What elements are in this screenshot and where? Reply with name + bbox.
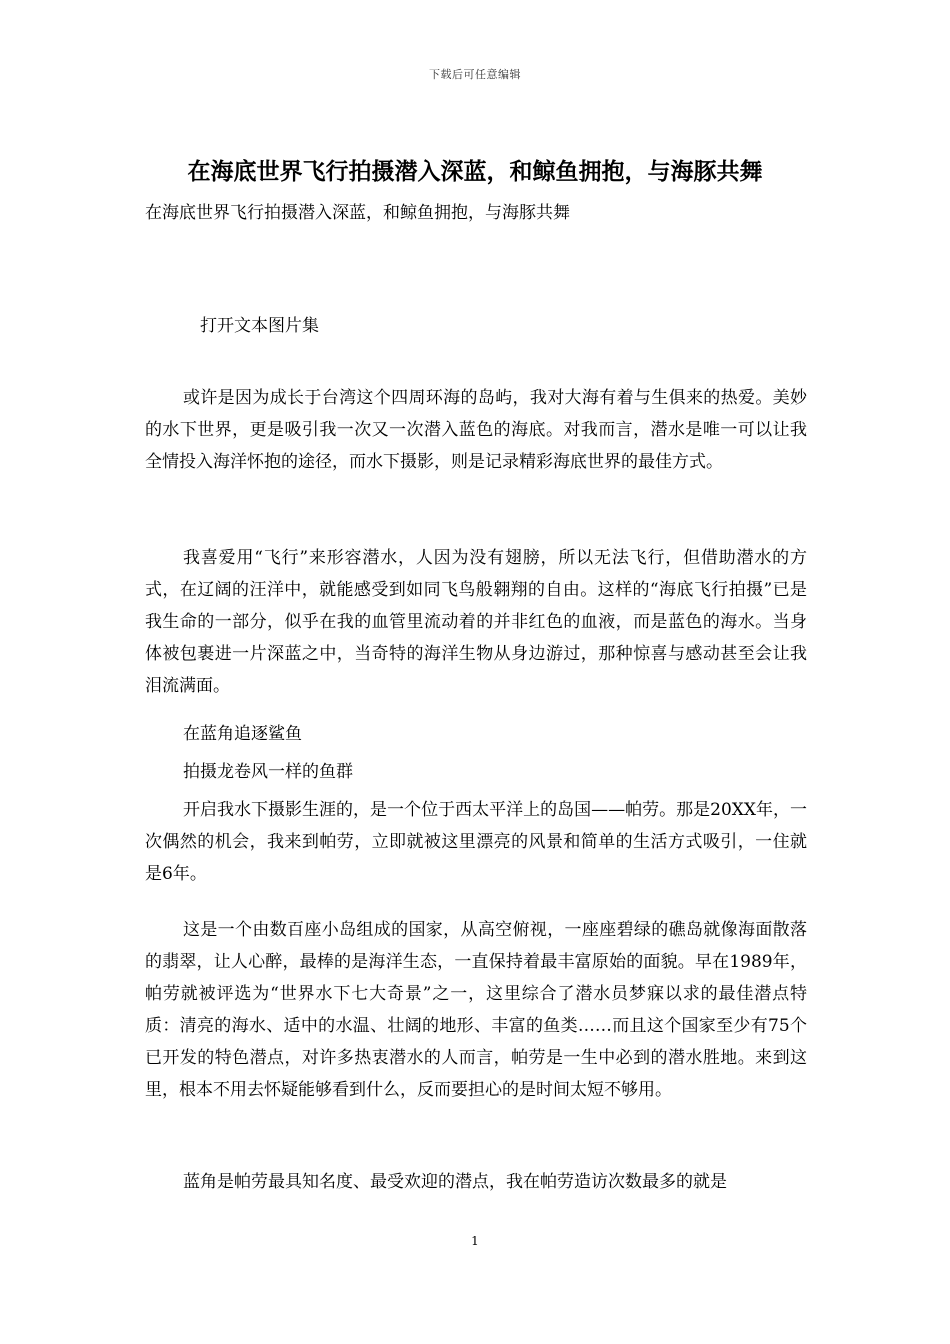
paragraph-3: 开启我水下摄影生涯的，是一个位于西太平洋上的岛国——帕劳。那是20XX年，一次偶然的机会，我来到帕劳，立即就被这里漂亮的风景和简单的生活方式吸引，一住就是6年。 bbox=[145, 800, 807, 884]
section-heading-blue-corner: 在蓝角追逐鲨鱼 bbox=[183, 724, 302, 744]
gallery-link[interactable]: 打开文本图片集 bbox=[200, 316, 319, 336]
article-subtitle: 在海底世界飞行拍摄潜入深蓝，和鲸鱼拥抱，与海豚共舞 bbox=[145, 203, 570, 223]
paragraph-1: 或许是因为成长于台湾这个四周环海的岛屿，我对大海有着与生俱来的热爱。美妙的水下世界，更是吸引我一次又一次潜入蓝色的海底。对我而言，潜水是唯一可以让我全情投入海洋怀抱的途径，而水下摄影，则是记录精彩海底世界的最佳方式。 bbox=[145, 388, 807, 472]
section-heading-fish-school: 拍摄龙卷风一样的鱼群 bbox=[183, 762, 353, 782]
paragraph-2: 我喜爱用“飞行”来形容潜水，人因为没有翅膀，所以无法飞行，但借助潜水的方式，在辽阔的汪洋中，就能感受到如同飞鸟般翱翔的自由。这样的“海底飞行拍摄”已是我生命的一部分，似乎在我的血管里流动着的并非红色的血液，而是蓝色的海水。当身体被包裹进一片深蓝之中，当奇特的海洋生物从身边游过，那种惊喜与感动甚至会让我泪流满面。 bbox=[145, 548, 807, 696]
paragraph-4: 这是一个由数百座小岛组成的国家，从高空俯视，一座座碧绿的礁岛就像海面散落的翡翠，让人心醉，最棒的是海洋生态，一直保持着最丰富原始的面貌。早在1989年，帕劳就被评选为“世界水下七大奇景”之一，这里综合了潜水员梦寐以求的最佳潜点特质：清亮的海水、适中的水温、壮阔的地形、丰富的鱼类……而且这个国家至少有75个已开发的特色潜点，对许多热衷潜水的人而言，帕劳是一生中必到的潜水胜地。来到这里，根本不用去怀疑能够看到什么，反而要担心的是时间太短不够用。 bbox=[145, 920, 807, 1100]
page-number: 1 bbox=[471, 1234, 479, 1248]
paragraph-5: 蓝角是帕劳最具知名度、最受欢迎的潜点，我在帕劳造访次数最多的就是 bbox=[183, 1172, 727, 1192]
header-note: 下载后可任意编辑 bbox=[429, 68, 521, 81]
article-title: 在海底世界飞行拍摄潜入深蓝，和鲸鱼拥抱，与海豚共舞 bbox=[187, 158, 763, 185]
